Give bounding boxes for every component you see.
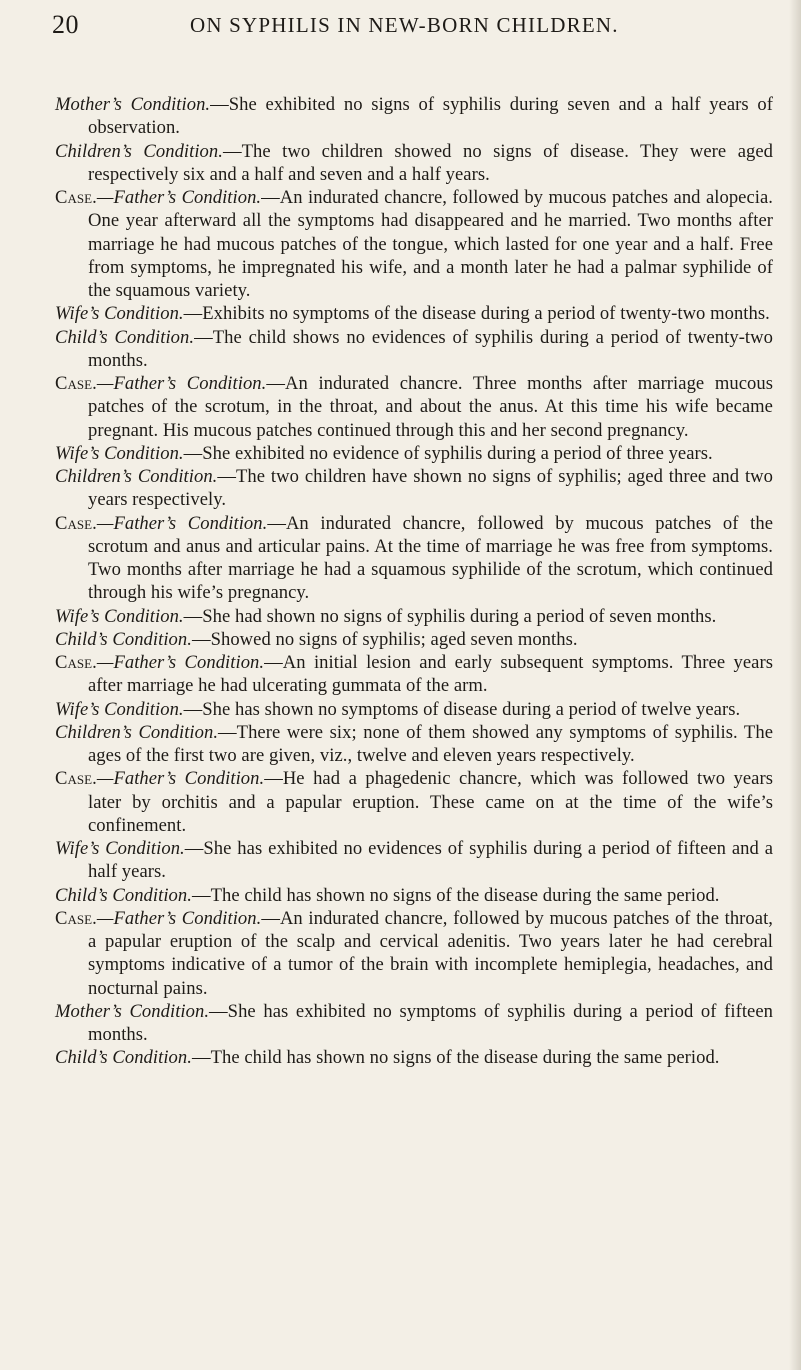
body-text — [55, 93, 773, 1070]
condition-label: Child’s Condition. — [55, 628, 192, 650]
paragraph-text: —There were six; none of them showed any symptoms of syphilis. The ages of the first two are given, viz., twelve and eleven years respectively. — [88, 721, 773, 766]
paragraph-text: —The child has shown no signs of the disease during the same period. — [191, 884, 720, 906]
condition-label: Wife’s Condition. — [55, 442, 184, 464]
condition-label: Wife’s Condition. — [55, 838, 185, 859]
paragraph-wife-condition — [55, 698, 773, 721]
paragraph-text: —She had shown no signs of syphilis during a period of seven months. — [183, 605, 717, 627]
paragraph-children-condition — [55, 465, 773, 512]
case-heading: Case. — [55, 768, 97, 790]
paragraph-mother-condition — [55, 93, 773, 140]
page-header — [52, 10, 772, 46]
condition-label: Wife’s Condition. — [55, 698, 184, 720]
condition-label: —Father’s Condition. — [96, 768, 265, 790]
condition-label: Child’s Condition. — [55, 326, 195, 348]
paragraph-wife-condition — [55, 605, 773, 628]
paragraph-text: —She has exhibited no symptoms of syphilis during a period of fifteen months. — [88, 1000, 774, 1045]
paragraph-text: —Showed no signs of syphilis; aged seven months. — [191, 628, 578, 650]
paragraph-children-condition — [55, 721, 773, 768]
condition-label: Children’s Condition. — [55, 140, 223, 162]
page-number: 20 — [52, 10, 79, 39]
paragraph-child-condition — [55, 628, 773, 651]
condition-label: Mother’s Condition. — [55, 1000, 210, 1022]
paragraph-child-condition — [55, 326, 773, 373]
paragraph-text: —The child has shown no signs of the disease during the same period. — [191, 1047, 720, 1069]
paragraph-case-father-condition — [55, 186, 773, 302]
paragraph-text: —The child shows no evidences of syphilis during a period of twenty-two months. — [88, 326, 773, 371]
case-heading: Case. — [55, 907, 97, 929]
paragraph-text: —An initial lesion and early subsequent symptoms. Three years after marriage he had ulcerating gummata of the arm. — [88, 652, 773, 697]
paragraph-text: —She exhibited no evidence of syphilis during a period of three years. — [183, 442, 713, 464]
paragraph-wife-condition — [55, 442, 773, 465]
paragraph-case-father-condition — [55, 907, 773, 1000]
condition-label: —Father’s Condition. — [96, 907, 262, 929]
paragraph-text: —An indurated chancre, followed by mucous patches and alopecia. One year afterward all the symptoms had disappeared and he married. Two months after marriage he had mucous patches of the tongue, which lasted for one year and a half. Free from symptoms, he impregnated his wife, and a month later he had a palmar syphilide of the squamous variety. — [88, 187, 773, 301]
paragraph-children-condition — [55, 140, 773, 187]
paragraph-text: —He had a phagedenic chancre, which was followed two years later by orchitis and a papular eruption. These came on at the time of the wife’s confinement. — [88, 768, 773, 836]
paragraph-case-father-condition — [55, 512, 773, 605]
paragraph-case-father-condition — [55, 767, 773, 837]
paragraph-text: —She has shown no symptoms of disease during a period of twelve years. — [183, 698, 741, 720]
paragraph-text: —The two children have shown no signs of syphilis; aged three and two years respectively. — [88, 466, 773, 511]
running-title: ON SYPHILIS IN NEW-BORN CHILDREN. — [190, 13, 619, 37]
paragraph-text: —Exhibits no symptoms of the disease during a period of twenty-two months. — [183, 303, 770, 325]
case-heading: Case. — [55, 373, 97, 394]
condition-label: —Father’s Condition. — [96, 373, 267, 394]
condition-label: Child’s Condition. — [55, 884, 192, 906]
condition-label: —Father’s Condition. — [96, 187, 262, 208]
condition-label: Wife’s Condition. — [55, 605, 184, 627]
paragraph-child-condition — [55, 1046, 773, 1069]
paragraph-wife-condition — [55, 302, 773, 325]
page-edge-shadow — [789, 0, 801, 1370]
paragraph-text: —An indurated chancre, followed by mucous patches of the throat, a papular eruption of the scalp and cervical adenitis. Two years later he had cerebral symptoms indicative of a tumor of the brain with incomplete hemiplegia, headaches, and nocturnal pains. — [88, 907, 773, 999]
condition-label: Children’s Condition. — [55, 466, 218, 487]
paragraph-text: —An indurated chancre, followed by mucous patches of the scrotum and anus and articular pains. At the time of marriage he was free from symptoms. Two months after marriage he had a squamous syphilide of the scrotum, which continued through his wife’s pregnancy. — [88, 512, 773, 604]
paragraph-wife-condition — [55, 837, 773, 884]
paragraph-mother-condition — [55, 1000, 773, 1047]
paragraph-text: —An indurated chancre. Three months after marriage mucous patches of the scrotum, in the throat, and about the anus. At this time his wife became pregnant. His mucous patches continued through this and her second pregnancy. — [88, 373, 773, 441]
case-heading: Case. — [55, 512, 97, 534]
case-heading: Case. — [55, 652, 97, 673]
paragraph-text: —She exhibited no signs of syphilis during seven and a half years of observation. — [88, 94, 773, 139]
condition-label: —Father’s Condition. — [96, 652, 265, 673]
condition-label: Wife’s Condition. — [55, 303, 184, 325]
paragraph-text: —The two children showed no signs of disease. They were aged respectively six and a half and seven and a half years. — [88, 140, 773, 185]
condition-label: —Father’s Condition. — [96, 512, 268, 534]
condition-label: Mother’s Condition. — [55, 94, 211, 115]
condition-label: Child’s Condition. — [55, 1047, 192, 1069]
paragraph-case-father-condition — [55, 651, 773, 698]
paragraph-case-father-condition — [55, 372, 773, 442]
case-heading: Case. — [55, 187, 97, 208]
paragraph-child-condition — [55, 884, 773, 907]
paragraph-text: —She has exhibited no evidences of syphilis during a period of fifteen and a half years. — [88, 838, 774, 883]
condition-label: Children’s Condition. — [55, 721, 219, 743]
